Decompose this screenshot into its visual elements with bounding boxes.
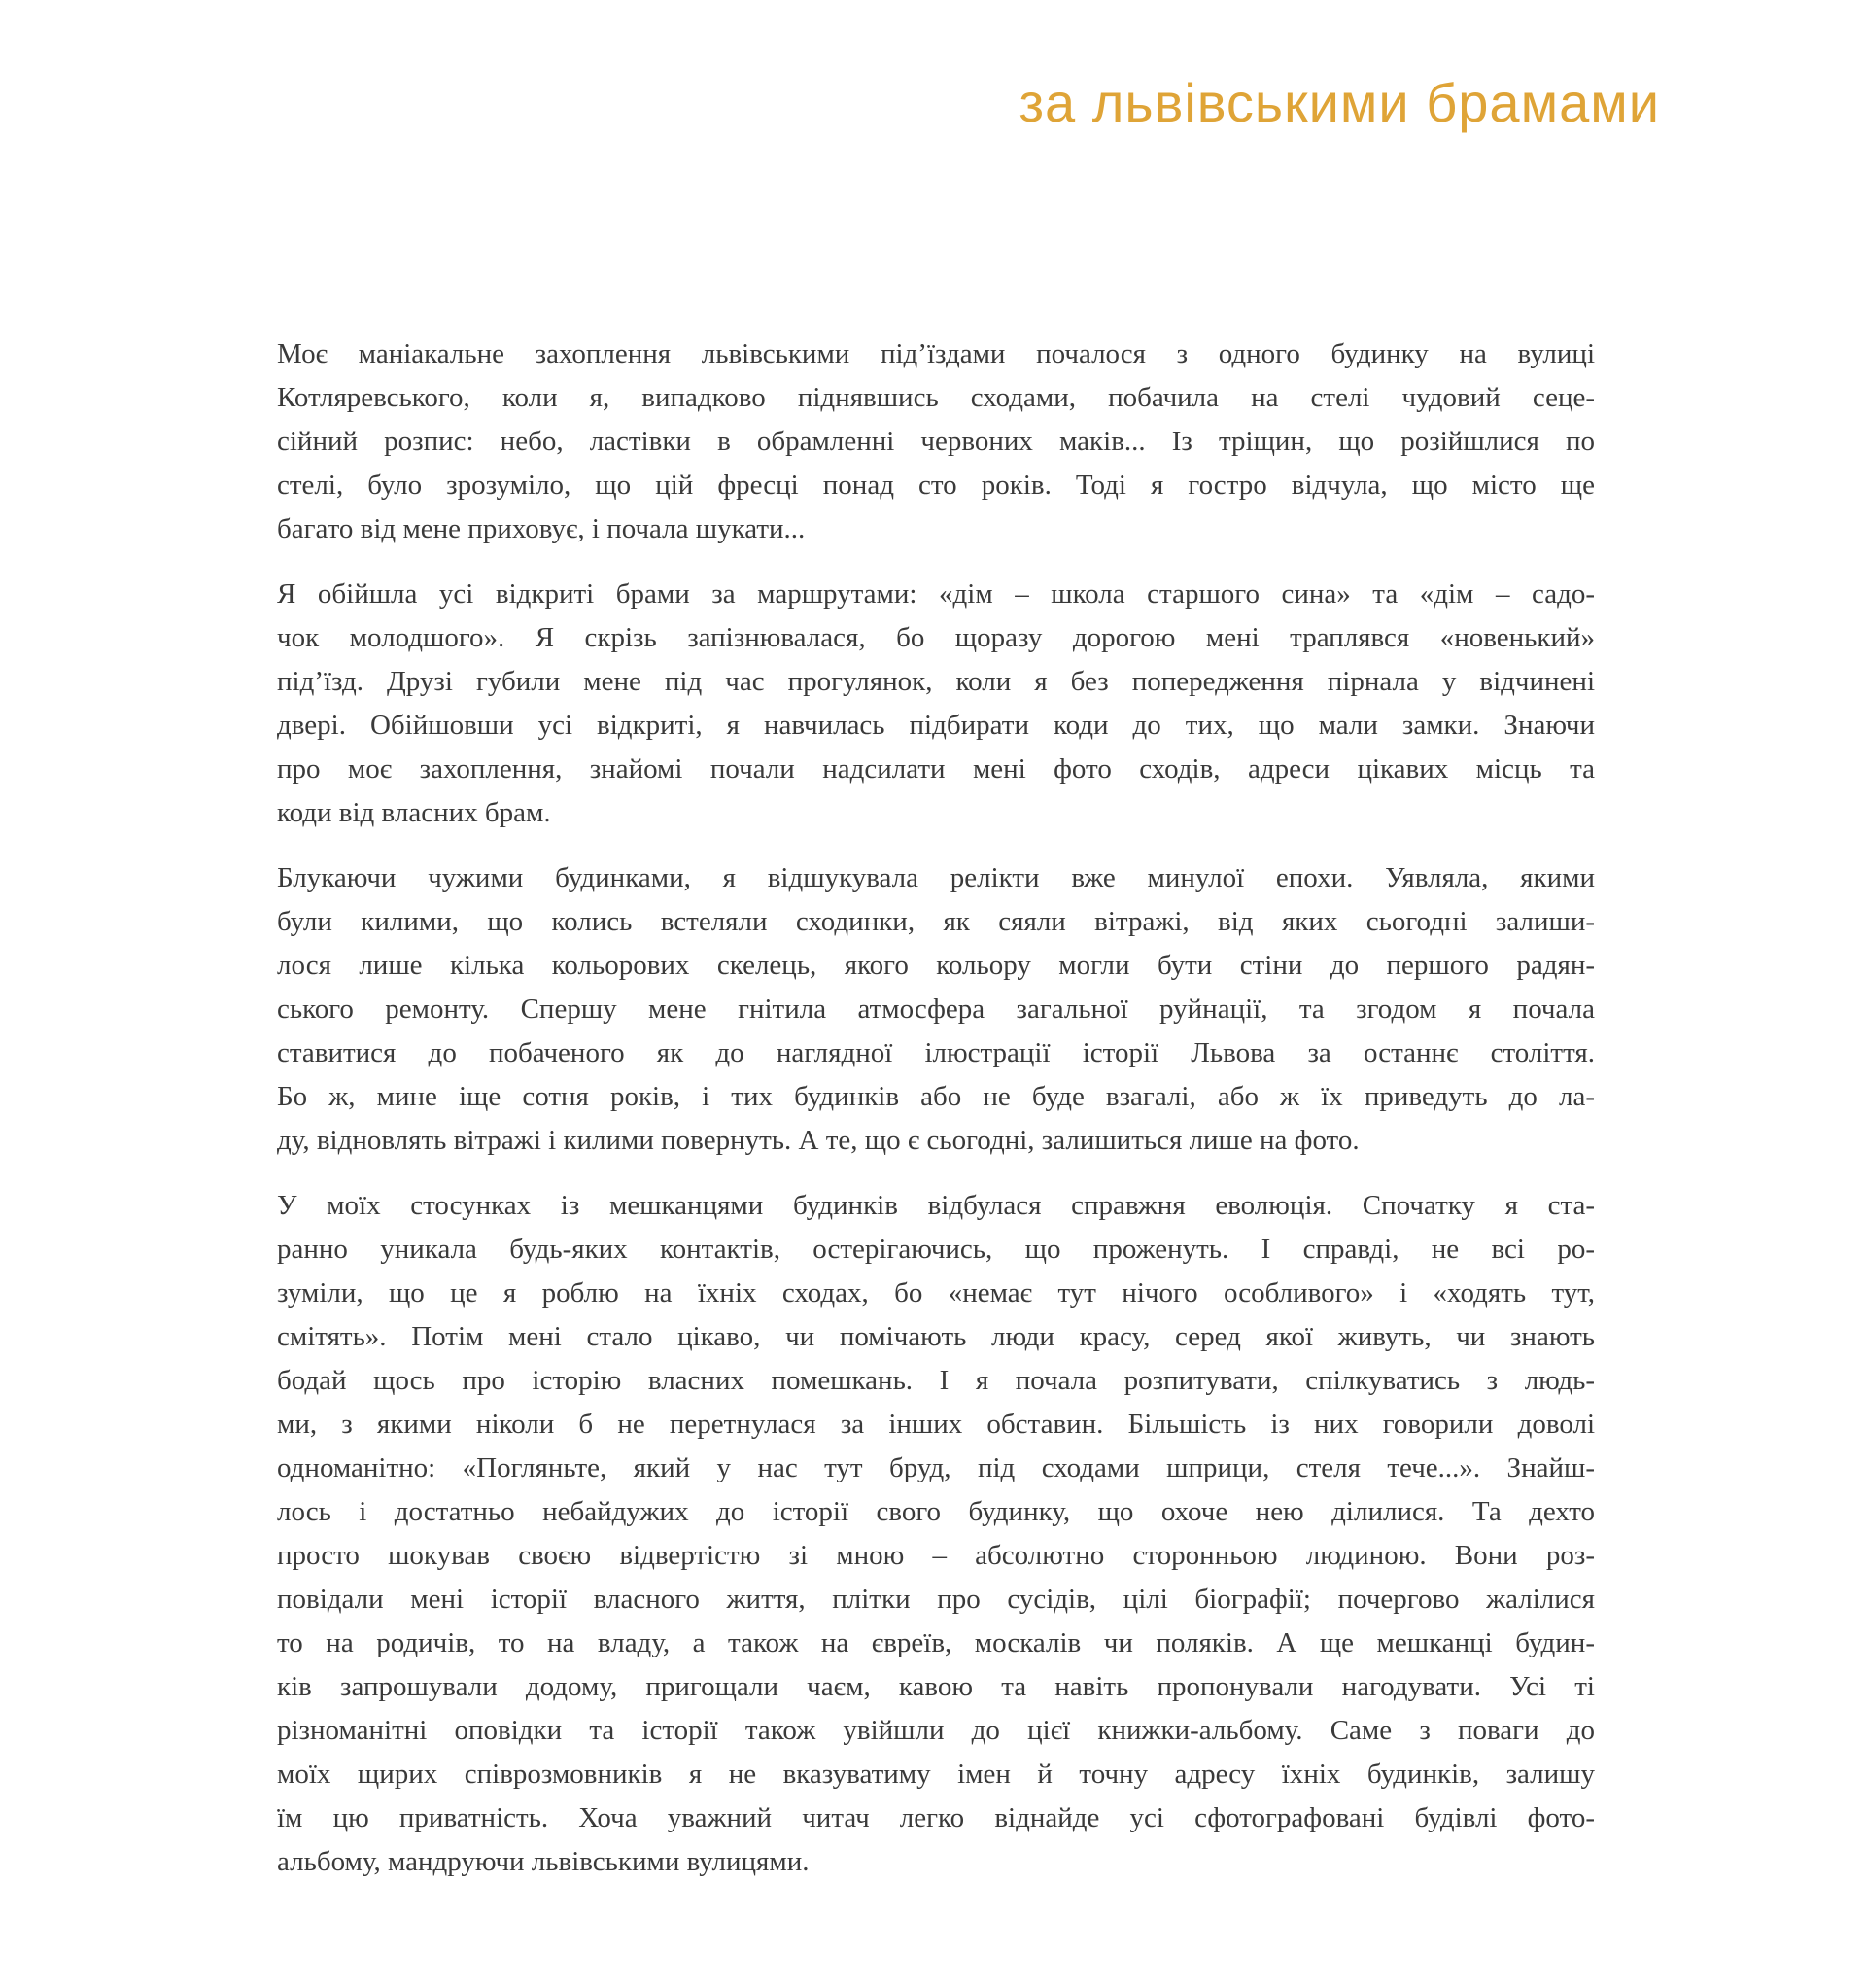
text-line: стелі, було зрозуміло, що цій фресці понад сто років. Тоді я гостро відчула, що місто ще [277, 470, 1595, 501]
text-line: чок молодшого». Я скрізь запізнювалася, бо щоразу дорогою мені траплявся «новенький» [277, 622, 1595, 653]
chapter-title: за львівськими брамами [1019, 72, 1660, 133]
paragraph [277, 573, 1595, 835]
text-line: сійний розпис: небо, ластівки в обрамленні червоних маків... Із тріщин, що розійшлися по [277, 426, 1595, 457]
text-line: альбому, мандруючи львівськими вулицями. [277, 1846, 810, 1877]
paragraph [277, 332, 1595, 551]
text-line: ранно уникала будь-яких контактів, остерігаючись, що проженуть. І справді, не всі ро- [277, 1234, 1595, 1265]
text-line: Моє маніакальне захоплення львівськими під’їздами почалося з одного будинку на вулиці [277, 338, 1595, 369]
text-line: ду, відновлять вітражі і килими повернуть. А те, що є сьогодні, залишиться лише на фото. [277, 1125, 1360, 1156]
text-line: ків запрошували додому, пригощали чаєм, кавою та навіть пропонували нагодувати. Усі ті [277, 1671, 1595, 1702]
text-line: лося лише кілька кольорових скелець, якого кольору могли бути стіни до першого радян- [277, 950, 1595, 981]
text-line: двері. Обійшовши усі відкриті, я навчилась підбирати коди до тих, що мали замки. Знаючи [277, 710, 1595, 741]
paragraphs-container [277, 332, 1595, 1884]
text-line: смітять». Потім мені стало цікаво, чи помічають люди красу, серед якої живуть, чи знають [277, 1321, 1595, 1352]
text-line: ського ремонту. Спершу мене гнітила атмосфера загальної руйнації, та згодом я почала [277, 994, 1595, 1025]
text-line: моїх щирих співрозмовників я не вказуватиму імен й точну адресу їхніх будинків, залишу [277, 1759, 1595, 1790]
text-line: зуміли, що це я роблю на їхніх сходах, бо «немає тут нічого особливого» і «ходять тут, [277, 1277, 1595, 1308]
text-line: різноманітні оповідки та історії також увійшли до цієї книжки-альбому. Саме з поваги до [277, 1715, 1595, 1746]
text-line: Я обійшла усі відкриті брами за маршрутами: «дім – школа старшого сина» та «дім – садо- [277, 578, 1595, 610]
text-line: під’їзд. Друзі губили мене під час прогулянок, коли я без попередження пірнала у відчинені [277, 666, 1595, 697]
text-line: Котляревського, коли я, випадково піднявшись сходами, побачила на стелі чудовий сеце- [277, 382, 1595, 413]
text-line: коди від власних брам. [277, 797, 551, 828]
text-line: лось і достатньо небайдужих до історії свого будинку, що охоче нею ділилися. Та дехто [277, 1496, 1595, 1527]
text-line: просто шокував своєю відвертістю зі мною – абсолютно сторонньою людиною. Вони роз- [277, 1540, 1595, 1571]
text-line: Блукаючи чужими будинками, я відшукувала релікти вже минулої епохи. Уявляла, якими [277, 862, 1595, 893]
text-line: повідали мені історії власного життя, плітки про сусідів, цілі біографії; почергово жалілися [277, 1584, 1595, 1615]
paragraph [277, 1184, 1595, 1884]
text-line: одноманітно: «Погляньте, який у нас тут бруд, під сходами шприци, стеля тече...». Знайш- [277, 1452, 1595, 1483]
text-line: Бо ж, мине іще сотня років, і тих будинків або не буде взагалі, або ж їх приведуть до ла- [277, 1081, 1595, 1112]
text-line: У моїх стосунках із мешканцями будинків відбулася справжня еволюція. Спочатку я ста- [277, 1190, 1595, 1221]
text-line: ставитися до побаченого як до наглядної ілюстрації історії Львова за останнє століття. [277, 1037, 1595, 1068]
text-line: то на родичів, то на владу, а також на євреїв, москалів чи поляків. А ще мешканці будин- [277, 1627, 1595, 1658]
text-line: бодай щось про історію власних помешкань. І я почала розпитувати, спілкуватись з людь- [277, 1365, 1595, 1396]
text-line: ми, з якими ніколи б не перетнулася за інших обставин. Більшість із них говорили доволі [277, 1409, 1595, 1440]
body-text [277, 332, 1595, 1884]
text-line: їм цю приватність. Хоча уважний читач легко віднайде усі сфотографовані будівлі фото- [277, 1802, 1595, 1833]
text-line: були килими, що колись встеляли сходинки, як сяяли вітражі, від яких сьогодні залиши- [277, 906, 1595, 937]
paragraph [277, 856, 1595, 1163]
text-line: про моє захоплення, знайомі почали надсилати мені фото сходів, адреси цікавих місць та [277, 753, 1595, 785]
text-line: багато від мене приховує, і почала шукати... [277, 513, 806, 544]
